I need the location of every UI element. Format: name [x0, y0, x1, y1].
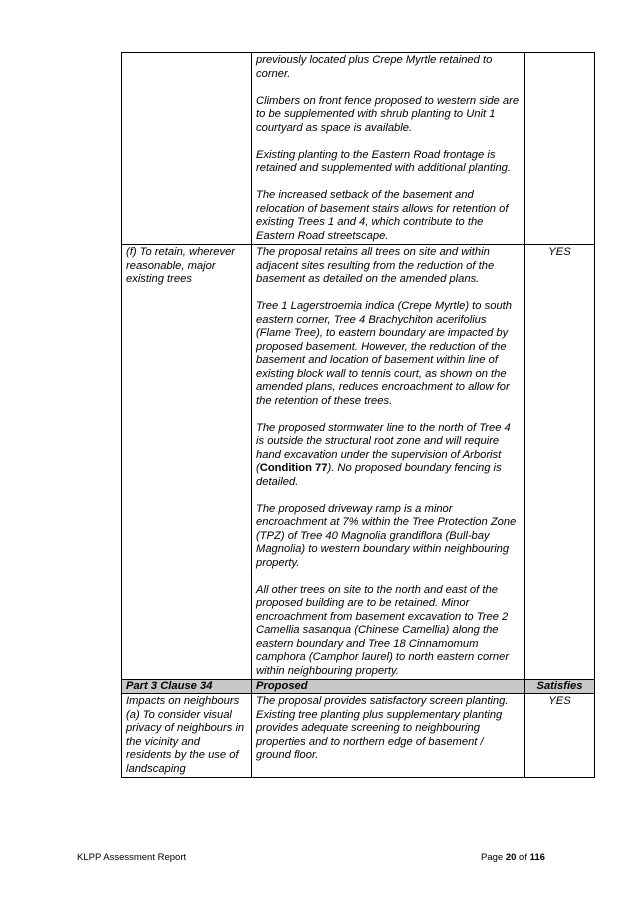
proposed-cell: The proposal provides satisfactory screen planting. Existing tree planting plus supplementary planting provides adequate screening to neighbouring properties and to northern edge of basement / ground floor.	[252, 694, 525, 778]
control-cell: Impacts on neighbours (a) To consider visual privacy of neighbours in the vicinity and residents by the use of landscaping	[122, 694, 252, 778]
proposed-paragraph: The proposal retains all trees on site and within adjacent sites resulting from the reduction of the basement as detailed on the amended plans.	[256, 246, 495, 285]
proposed-paragraph: Existing planting to the Eastern Road frontage is retained and supplemented with additional planting.	[256, 148, 512, 174]
satisfies-cell	[525, 53, 595, 245]
satisfies-cell: YES	[525, 245, 595, 680]
assessment-table	[121, 52, 595, 778]
section-header-row	[122, 680, 595, 694]
proposed-cell	[252, 53, 525, 245]
control-cell	[122, 53, 252, 245]
proposed-paragraph: previously located plus Crepe Myrtle retained to corner.	[256, 54, 493, 80]
proposed-cell	[252, 245, 525, 680]
table-row	[122, 245, 595, 680]
control-cell: (f) To retain, wherever reasonable, major existing trees	[122, 245, 252, 680]
paragraph-text: The proposed stormwater line to the north of Tree 4 is outside the structural root zone and will require hand excavation under the supervision of Arborist (	[256, 421, 511, 474]
table-row	[122, 53, 595, 245]
proposed-paragraph: The proposed driveway ramp is a minor encroachment at 7% within the Tree Protection Zone (TPZ) of Tree 40 Magnolia grandiflora (Bull-bay Magnolia) to western boundary within neighbouring property.	[256, 502, 517, 569]
proposed-paragraph: All other trees on site to the north and east of the proposed building are to be retained. Minor encroachment from basement excavation to Tree 2 Camellia sasanqua (Chinese Camellia) along the eastern boundary and Tree 18 Cinnamomum camphora (Camphor laurel) to north eastern corner within neighbouring property.	[256, 583, 510, 677]
proposed-paragraph: Tree 1 Lagerstroemia indica (Crepe Myrtle) to south eastern corner, Tree 4 Brachychiton acerifolius (Flame Tree), to eastern boundary are impacted by proposed basement. However, the reduction of the basement and location of basement within line of existing block wall to tennis court, as shown on the amended plans, reduces encroachment to allow for the retention of these trees.	[256, 300, 512, 407]
footer-page-number: Page 20 of 116	[481, 852, 545, 863]
footer-report-title: KLPP Assessment Report	[77, 852, 187, 863]
header-proposed: Proposed	[252, 680, 525, 694]
satisfies-cell: YES	[525, 694, 595, 778]
proposed-paragraph: Climbers on front fence proposed to western side are to be supplemented with shrub planting to Unit 1 courtyard as space is available.	[256, 94, 520, 134]
current-page: 20	[505, 852, 517, 863]
header-clause: Part 3 Clause 34	[122, 680, 252, 694]
proposed-paragraph: The increased setback of the basement and relocation of basement stairs allows for retention of existing Trees 1 and 4, which contribute to the Eastern Road streetscape.	[256, 189, 509, 242]
header-satisfies: Satisfies	[525, 680, 595, 694]
table-row	[122, 694, 595, 778]
paragraph-text: ). No proposed boundary fencing is detailed.	[256, 462, 502, 488]
condition-reference: Condition 77	[259, 462, 328, 474]
total-pages: 116	[529, 852, 545, 863]
proposed-paragraph	[256, 422, 520, 490]
